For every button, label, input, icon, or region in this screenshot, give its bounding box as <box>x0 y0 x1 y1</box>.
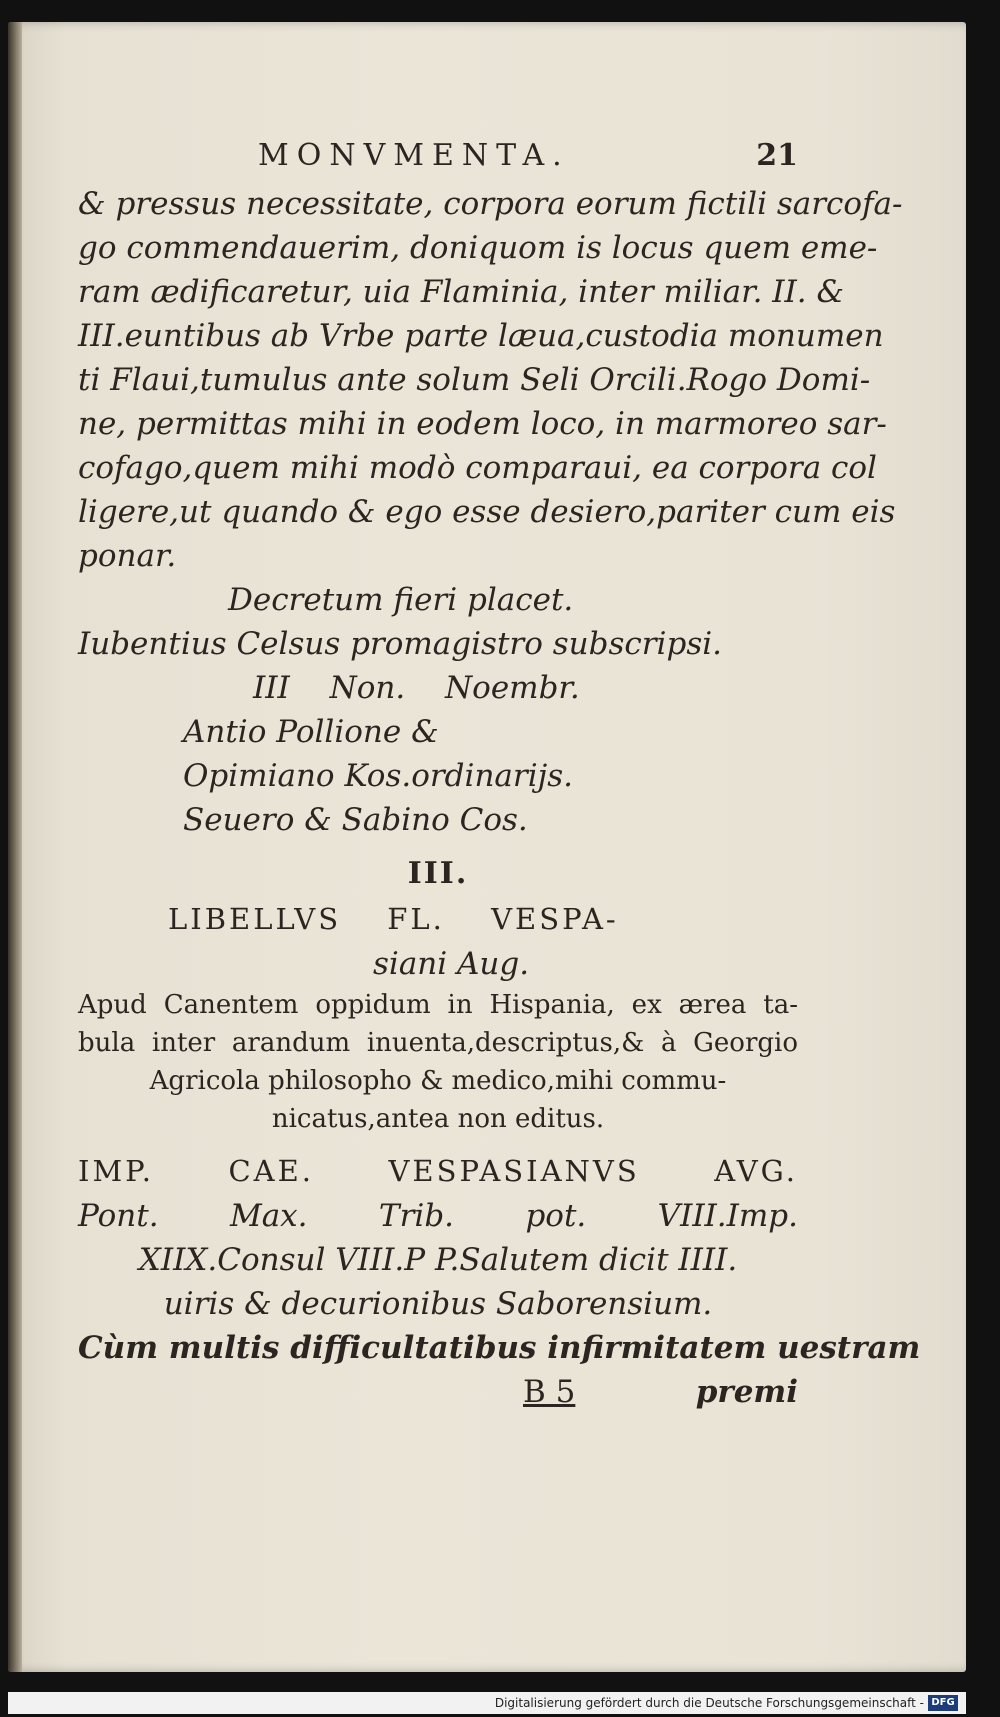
consul-lines <box>78 710 798 842</box>
spacer <box>78 842 798 852</box>
digitization-footer <box>8 1692 966 1714</box>
text-line: ti Flaui,tumulus ante solum Seli Orcili.Rogo Domi- <box>78 362 871 398</box>
running-title: MONVMENTA. <box>258 138 570 173</box>
intro-line: bula inter arandum inuenta,descriptus,& à Georgio <box>78 1028 798 1058</box>
text-line: III.euntibus ab Vrbe parte læua,custodia monumen <box>78 318 884 354</box>
inscription-line: Pont. Max. Trib. pot. VIII.Imp. <box>78 1198 798 1234</box>
decree-line: Decretum fieri placet. <box>228 582 574 618</box>
last-text-line: Cùm multis difficultatibus infirmitatem uestram <box>78 1330 921 1366</box>
text-line: & pressus necessitate, corpora eorum fictili sarcofa- <box>78 186 903 222</box>
page-text <box>78 130 921 1414</box>
inscription-heading: IMP. CAE. VESPASIANVS AVG. <box>78 1154 798 1188</box>
subscription-line: Iubentius Celsus promagistro subscripsi. <box>78 626 722 662</box>
running-header <box>78 130 798 182</box>
section-title: LIBELLVS FL. VESPA- <box>168 902 619 936</box>
catchword: premi <box>695 1374 798 1410</box>
section-title-continued: siani Aug. <box>373 946 530 982</box>
dfg-logo: DFG <box>928 1695 958 1711</box>
text-line: ne, permittas mihi in eodem loco, in marmoreo sar- <box>78 406 887 442</box>
intro-line: nicatus,antea non editus. <box>271 1104 605 1134</box>
consul-line: Antio Pollione & <box>183 714 439 750</box>
section-number: III. <box>407 856 469 891</box>
book-page <box>8 22 966 1672</box>
text-line: ram ædificaretur, uia Flaminia, inter miliar. II. & <box>78 274 845 310</box>
text-line: ligere,ut quando & ego esse desiero,pariter cum eis <box>78 494 896 530</box>
intro-line: Agricola philosopho & medico,mihi commu- <box>149 1066 727 1096</box>
signature-mark: B 5 <box>523 1374 576 1410</box>
text-line: ponar. <box>78 538 177 574</box>
consul-line: Seuero & Sabino Cos. <box>183 802 528 838</box>
intro-paragraph <box>78 986 798 1138</box>
consul-line: Opimiano Kos.ordinarijs. <box>183 758 573 794</box>
inscription-line: XIIX.Consul VIII.P P.Salutem dicit IIII. <box>138 1242 738 1278</box>
signature-line <box>78 1370 798 1414</box>
inscription-line: uiris & decurionibus Saborensium. <box>163 1286 713 1322</box>
text-line: go commendauerim, doniquom is locus quem eme- <box>78 230 878 266</box>
paragraph-1 <box>78 182 903 578</box>
page-number: 21 <box>756 138 798 173</box>
text-line: cofago,quem mihi modò comparaui, ea corpora col <box>78 450 877 486</box>
footer-credit: Digitalisierung gefördert durch die Deutsche Forschungsgemeinschaft - <box>494 1696 924 1710</box>
date-line: III Non. Noembr. <box>253 670 580 706</box>
spacer <box>78 1138 798 1148</box>
page-gutter <box>8 22 22 1672</box>
intro-line: Apud Canentem oppidum in Hispania, ex ærea ta- <box>78 990 798 1020</box>
